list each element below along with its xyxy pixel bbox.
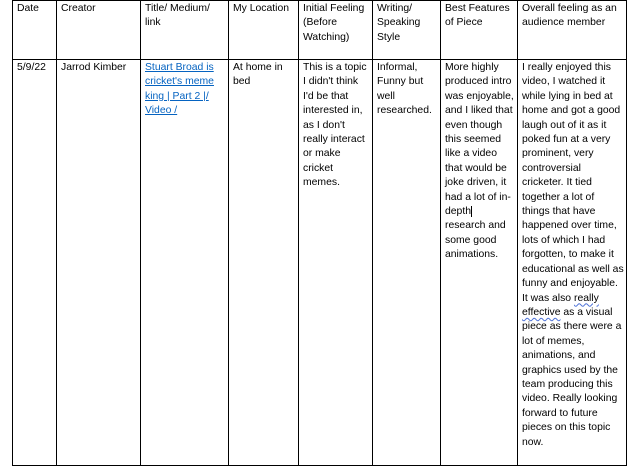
table-row	[13, 60, 627, 466]
header-creator: Creator	[57, 1, 141, 60]
overall-paragraph-1: I really enjoyed this video, I watched it while lying in bed at home and got a good laugh out of it as it poked fun at a very prominent, very controversial cricketer. It tied together a lot of things that have happened over time, lots of which I had forgotten, to make it educational as well as funny and enjoyable.	[522, 62, 624, 290]
header-initial-feeling: Initial Feeling (Before Watching)	[299, 1, 373, 60]
cell-title	[141, 60, 229, 466]
header-date: Date	[13, 1, 57, 60]
cell-date: 5/9/22	[13, 60, 57, 466]
header-overall-feeling: Overall feeling as an audience member	[518, 1, 627, 60]
cell-location: At home in bed	[229, 60, 299, 466]
best-features-text-a: More highly produced intro was enjoyable, and I liked that even though this seemed like a video that would be joke driven, it had a lot of in-depth	[445, 62, 514, 218]
header-writing-speaking-style: Writing/ Speaking Style	[373, 1, 441, 60]
cell-creator: Jarrod Kimber	[57, 60, 141, 466]
header-title-medium-link: Title/ Medium/ link	[141, 1, 229, 60]
header-row	[13, 1, 627, 60]
overall-paragraph-2	[522, 292, 624, 450]
video-link[interactable]: Stuart Broad is cricket's meme king | Part 2 |/ Video /	[145, 62, 214, 117]
header-best-features: Best Features of Piece	[441, 1, 518, 60]
cell-initial-feeling: This is a topic I didn't think I'd be that interested in, as I don't really interact or make cricket memes.	[299, 60, 373, 466]
cell-best-features	[441, 60, 518, 466]
cell-style: Informal, Funny but well researched.	[373, 60, 441, 466]
text-cursor	[471, 206, 472, 217]
grammar-flagged-phrase[interactable]: really effective	[522, 292, 599, 318]
overall-p2-end: as a visual piece as there were a lot of memes, animations, and graphics used by the team producing this video. Really looking forward to future pieces on this topic now.	[522, 306, 622, 448]
best-features-text-b: research and some good animations.	[445, 220, 506, 261]
header-my-location: My Location	[229, 1, 299, 60]
media-review-table	[12, 0, 627, 466]
overall-p2-start: It was also	[522, 292, 574, 304]
cell-overall-feeling	[518, 60, 627, 466]
